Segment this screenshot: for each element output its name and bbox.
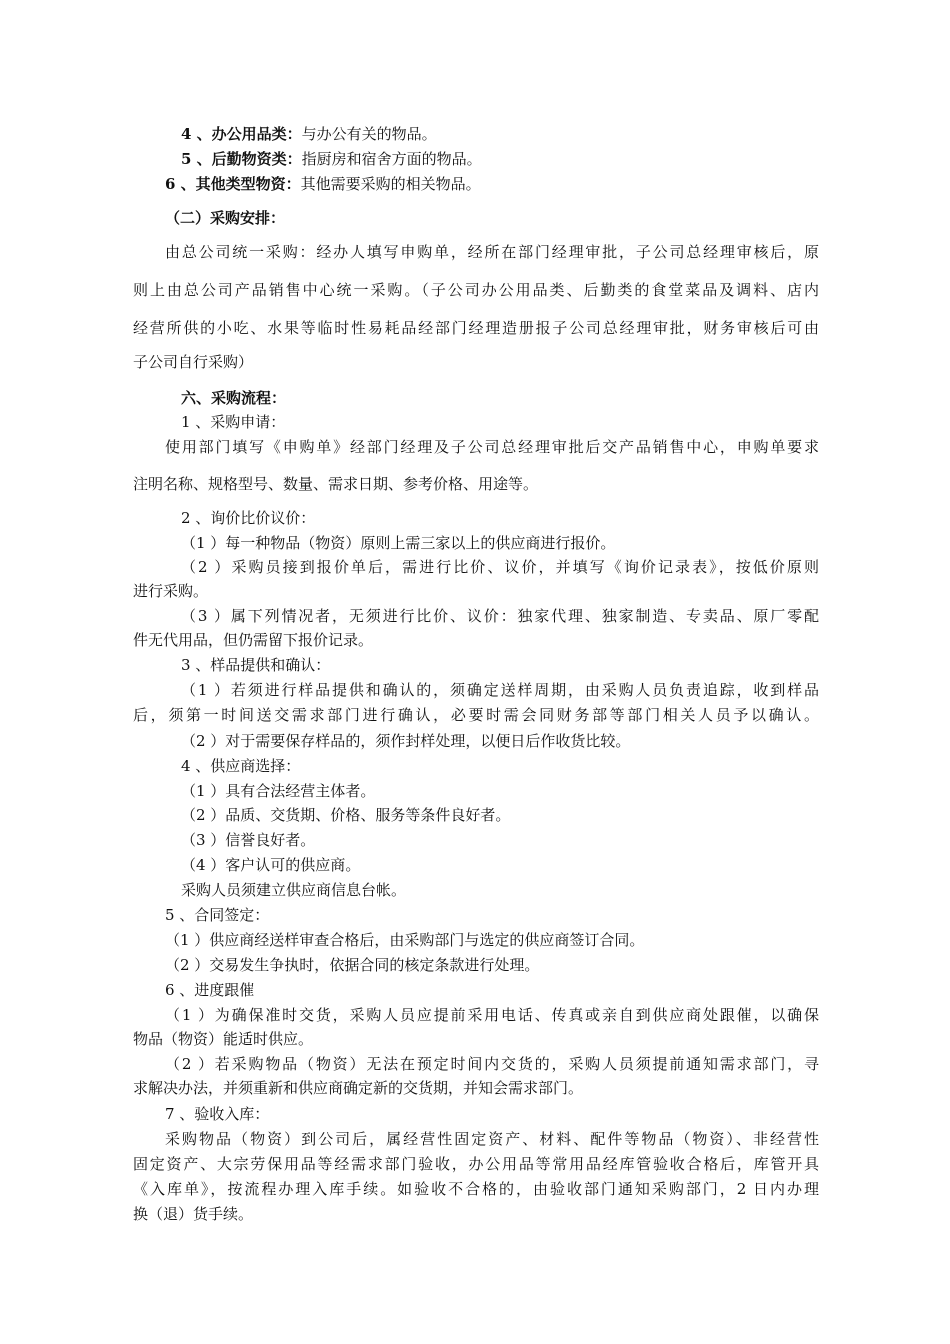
list-item-cont: 进行采购。 xyxy=(133,582,209,600)
list-item-cont: 物品（物资）能适时供应。 xyxy=(133,1030,314,1048)
list-item-cont: 求解决办法，并须重新和供应商确定新的交货期，并知会需求部门。 xyxy=(133,1079,584,1097)
step-title: 3 、样品提供和确认： xyxy=(181,656,331,674)
category-label: 6 、其他类型物资： xyxy=(165,175,301,193)
paragraph-line: 《入库单》，按流程办理入库手续。如验收不合格的，由验收部门通知采购部门，2 日内办理 xyxy=(133,1180,819,1198)
step-title: 5 、合同签定： xyxy=(165,906,270,924)
list-item-cont: 后，须第一时间送交需求部门进行确认，必要时需会同财务部等部门相关人员予以确认。 xyxy=(133,706,819,724)
category-desc: 其他需要采购的相关物品。 xyxy=(300,175,481,193)
category-label: 5 、后勤物资类： xyxy=(181,150,302,168)
category-desc: 与办公有关的物品。 xyxy=(301,125,437,143)
paragraph-line: 经营所供的小吃、水果等临时性易耗品经部门经理造册报子公司总经理审批，财务审核后可由 xyxy=(133,319,819,337)
paragraph-line: 固定资产、大宗劳保用品等经需求部门验收，办公用品等常用品经库管验收合格后，库管开具 xyxy=(133,1155,819,1173)
paragraph-line: 由总公司统一采购：经办人填写申购单，经所在部门经理审批，子公司总经理审核后，原 xyxy=(165,243,819,261)
step-title: 2 、询价比价议价： xyxy=(181,509,316,527)
section-heading-arrangement: （二）采购安排： xyxy=(165,209,286,227)
list-item: （1 ）若须进行样品提供和确认的，须确定送样周期，由采购人员负责追踪，收到样品 xyxy=(181,681,819,699)
list-item: （2 ）若采购物品（物资）无法在预定时间内交货的，采购人员须提前通知需求部门，寻 xyxy=(165,1055,819,1073)
category-line xyxy=(181,149,482,169)
paragraph-line: 子公司自行采购） xyxy=(133,353,254,371)
paragraph-line: 使用部门填写《申购单》经部门经理及子公司总经理审批后交产品销售中心，申购单要求 xyxy=(165,438,819,456)
list-item: （2 ）品质、交货期、价格、服务等条件良好者。 xyxy=(181,806,511,824)
paragraph-line: 注明名称、规格型号、数量、需求日期、参考价格、用途等。 xyxy=(133,475,539,493)
category-line xyxy=(165,174,481,194)
section-heading-process: 六、采购流程： xyxy=(181,389,287,407)
list-item: （1 ）具有合法经营主体者。 xyxy=(181,782,376,800)
list-item: （1 ）供应商经送样审查合格后，由采购部门与选定的供应商签订合同。 xyxy=(165,931,645,949)
list-item: （1 ）每一种物品（物资）原则上需三家以上的供应商进行报价。 xyxy=(181,534,616,552)
list-item-cont: 件无代用品，但仍需留下报价记录。 xyxy=(133,631,374,649)
category-line xyxy=(181,124,437,144)
paragraph-line: 则上由总公司产品销售中心统一采购。（子公司办公用品类、后勤类的食堂菜品及调料、店内 xyxy=(133,281,819,299)
list-item: （3 ）属下列情况者，无须进行比价、议价：独家代理、独家制造、专卖品、原厂零配 xyxy=(181,607,819,625)
step-title: 6 、进度跟催 xyxy=(165,981,255,999)
list-item: （1 ）为确保准时交货，采购人员应提前采用电话、传真或亲自到供应商处跟催，以确保 xyxy=(165,1006,819,1024)
step-title: 1 、采购申请： xyxy=(181,413,286,431)
paragraph-line: 换（退）货手续。 xyxy=(133,1205,254,1223)
list-item: （2 ）对于需要保存样品的，须作封样处理，以便日后作收货比较。 xyxy=(181,732,631,750)
category-desc: 指厨房和宿舍方面的物品。 xyxy=(301,150,482,168)
step-title: 7 、验收入库： xyxy=(165,1105,270,1123)
list-item: （2 ）采购员接到报价单后，需进行比价、议价，并填写《询价记录表》，按低价原则 xyxy=(181,558,819,576)
list-item: （2 ）交易发生争执时，依据合同的核定条款进行处理。 xyxy=(165,956,540,974)
step-title: 4 、供应商选择： xyxy=(181,757,301,775)
paragraph-line: 采购物品（物资）到公司后，属经营性固定资产、材料、配件等物品（物资）、非经营性 xyxy=(165,1130,819,1148)
list-item: （4 ）客户认可的供应商。 xyxy=(181,856,361,874)
note: 采购人员须建立供应商信息台帐。 xyxy=(181,881,407,899)
list-item: （3 ）信誉良好者。 xyxy=(181,831,316,849)
category-label: 4 、办公用品类： xyxy=(181,125,302,143)
